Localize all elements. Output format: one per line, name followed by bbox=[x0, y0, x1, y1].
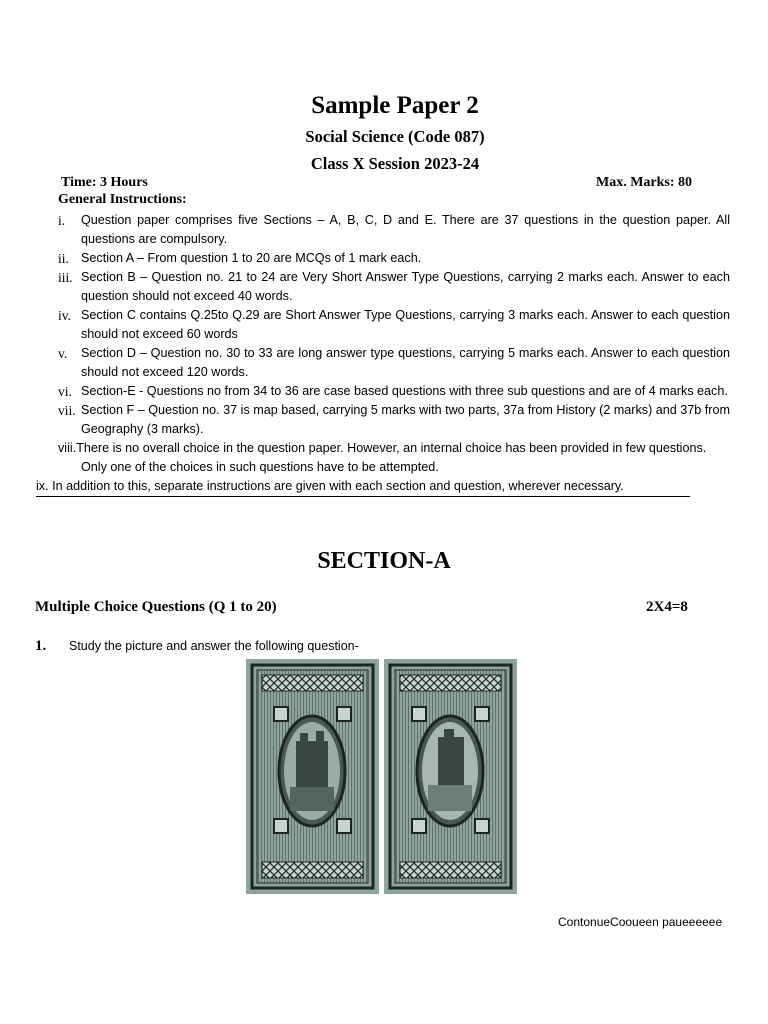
instruction-item bbox=[58, 268, 730, 306]
instruction-number: vi. bbox=[58, 384, 72, 399]
instruction-item bbox=[58, 249, 730, 268]
instructions-heading: General Instructions: bbox=[58, 192, 187, 207]
instruction-item bbox=[58, 401, 730, 439]
mcq-heading: Multiple Choice Questions (Q 1 to 20) bbox=[35, 599, 277, 615]
subject-line: Social Science (Code 087) bbox=[305, 127, 485, 146]
question-number: 1. bbox=[35, 638, 47, 654]
max-marks-label: Max. Marks: 80 bbox=[596, 175, 693, 190]
instruction-text: Section B – Question no. 21 to 24 are Very Short Answer Type Questions, carrying 2 marks each. Answer to each question should not exceed 40 words. bbox=[81, 270, 730, 303]
instruction-ix: ix. In addition to this, separate instructions are given with each section and question, wherever necessary. bbox=[36, 478, 690, 497]
instruction-text: viii.There is no overall choice in the question paper. However, an internal choice has been provided in few questions. bbox=[58, 441, 707, 455]
instruction-text: Section C contains Q.25to Q.29 are Short Answer Type Questions, carrying 3 marks each. Answer to each question should not exceed 60 words bbox=[81, 308, 730, 341]
instruction-number: ii. bbox=[58, 251, 69, 266]
instruction-continuation: Only one of the choices in such questions have to be attempted. bbox=[81, 460, 439, 474]
footer-continue-note: ContonueCooueen paueeeeee bbox=[558, 915, 723, 929]
mcq-marks: 2X4=8 bbox=[646, 599, 688, 615]
instruction-text: Section A – From question 1 to 20 are MCQs of 1 mark each. bbox=[81, 251, 422, 265]
right-book-cover bbox=[384, 659, 517, 894]
instruction-number: i. bbox=[58, 213, 66, 228]
instruction-item bbox=[58, 439, 730, 477]
instruction-item bbox=[58, 211, 730, 249]
question-text: Study the picture and answer the following question- bbox=[69, 639, 359, 653]
instruction-number: iv. bbox=[58, 308, 71, 323]
section-title: SECTION-A bbox=[317, 548, 451, 574]
book-covers-image bbox=[246, 659, 517, 894]
time-label: Time: 3 Hours bbox=[61, 175, 148, 190]
instruction-item bbox=[58, 382, 730, 401]
instruction-item bbox=[58, 344, 730, 382]
paper-title: Sample Paper 2 bbox=[311, 92, 479, 119]
instruction-text: Question paper comprises five Sections – A, B, C, D and E. There are 37 questions in the question paper. All questions are compulsory. bbox=[81, 213, 730, 246]
instruction-number: vii. bbox=[58, 403, 76, 418]
instruction-text: Section D – Question no. 30 to 33 are long answer type questions, carrying 5 marks each. Answer to each question should not exceed 120 words. bbox=[81, 346, 730, 379]
instruction-number: v. bbox=[58, 346, 68, 361]
instruction-item bbox=[58, 306, 730, 344]
instruction-text: Section F – Question no. 37 is map based, carrying 5 marks with two parts, 37a from History (2 marks) and 37b from Geography (3 marks). bbox=[81, 403, 730, 436]
class-session-line: Class X Session 2023-24 bbox=[310, 154, 480, 173]
instructions-list bbox=[58, 211, 730, 477]
instruction-number: iii. bbox=[58, 270, 73, 285]
left-book-cover bbox=[246, 659, 379, 894]
instruction-text: Section-E - Questions no from 34 to 36 are case based questions with three sub questions and are of 4 marks each. bbox=[81, 384, 728, 398]
